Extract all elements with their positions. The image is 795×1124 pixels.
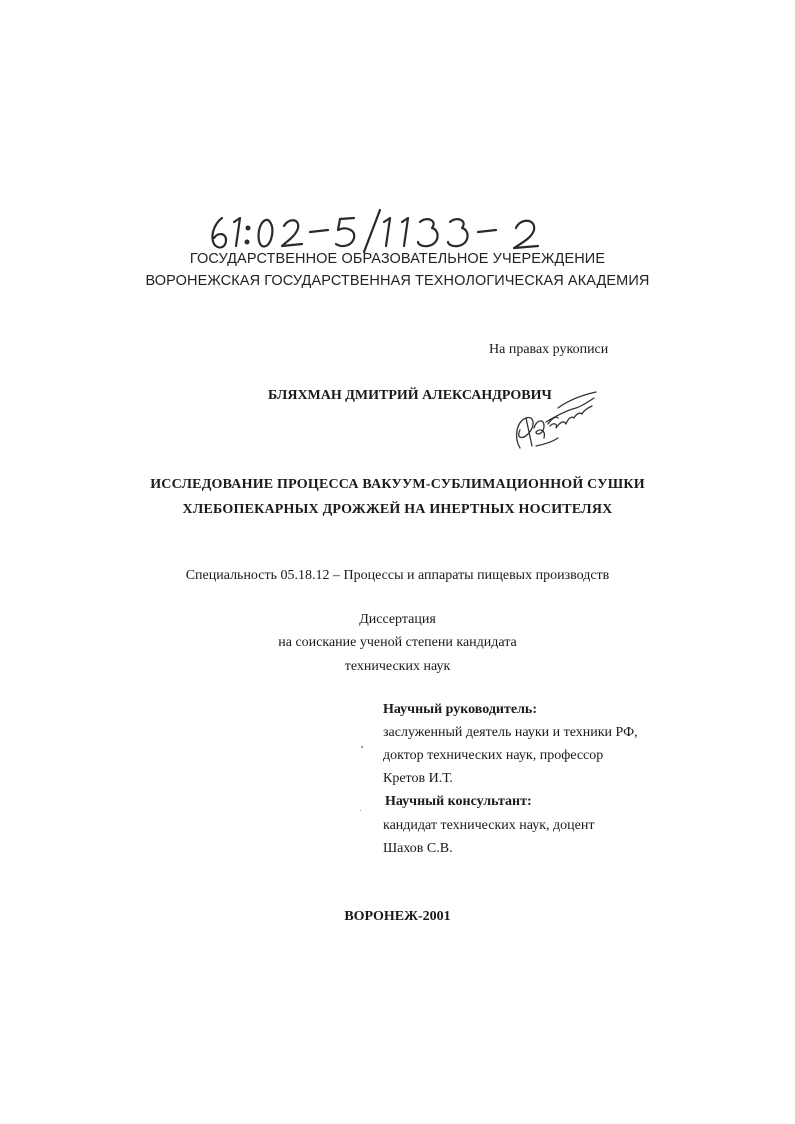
consultant-name: Шахов С.В. [383,841,453,856]
thesis-title-line-1: ИССЛЕДОВАНИЕ ПРОЦЕССА ВАКУУМ-СУБЛИМАЦИОННОЙ СУШКИ [150,477,645,492]
specialty: Специальность 05.18.12 – Процессы и аппараты пищевых производств [185,568,610,583]
work-type-line-1: Диссертация [359,612,436,627]
supervisor-title-line-2: доктор технических наук, профессор [383,748,604,763]
author-name: БЛЯХМАН ДМИТРИЙ АЛЕКСАНДРОВИЧ [268,388,552,403]
supervisor-title-line-1: заслуженный деятель науки и техники РФ, [383,725,638,740]
handwritten-archive-code [204,206,564,254]
author-signature [506,388,606,458]
scan-speck [361,746,363,748]
work-type-line-3: технических наук [344,659,451,674]
institution-line-1: ГОСУДАРСТВЕННОЕ ОБРАЗОВАТЕЛЬНОЕ УЧЕРЕЖДЕНИЕ [189,251,606,267]
supervisor-heading: Научный руководитель: [383,702,537,717]
consultant-heading: Научный консультант: [385,794,532,809]
supervisor-name: Кретов И.Т. [383,771,453,786]
thesis-title-line-2: ХЛЕБОПЕКАРНЫХ ДРОЖЖЕЙ НА ИНЕРТНЫХ НОСИТЕЛЯХ [182,502,613,517]
work-type-line-2: на соискание ученой степени кандидата [278,635,517,650]
institution-line-2: ВОРОНЕЖСКАЯ ГОСУДАРСТВЕННАЯ ТЕХНОЛОГИЧЕСКАЯ АКАДЕМИЯ [145,273,650,289]
city-year: ВОРОНЕЖ-2001 [344,909,451,924]
scan-speck [360,810,361,811]
rights-note: На правах рукописи [489,342,609,357]
consultant-title-line: кандидат технических наук, доцент [383,818,595,833]
